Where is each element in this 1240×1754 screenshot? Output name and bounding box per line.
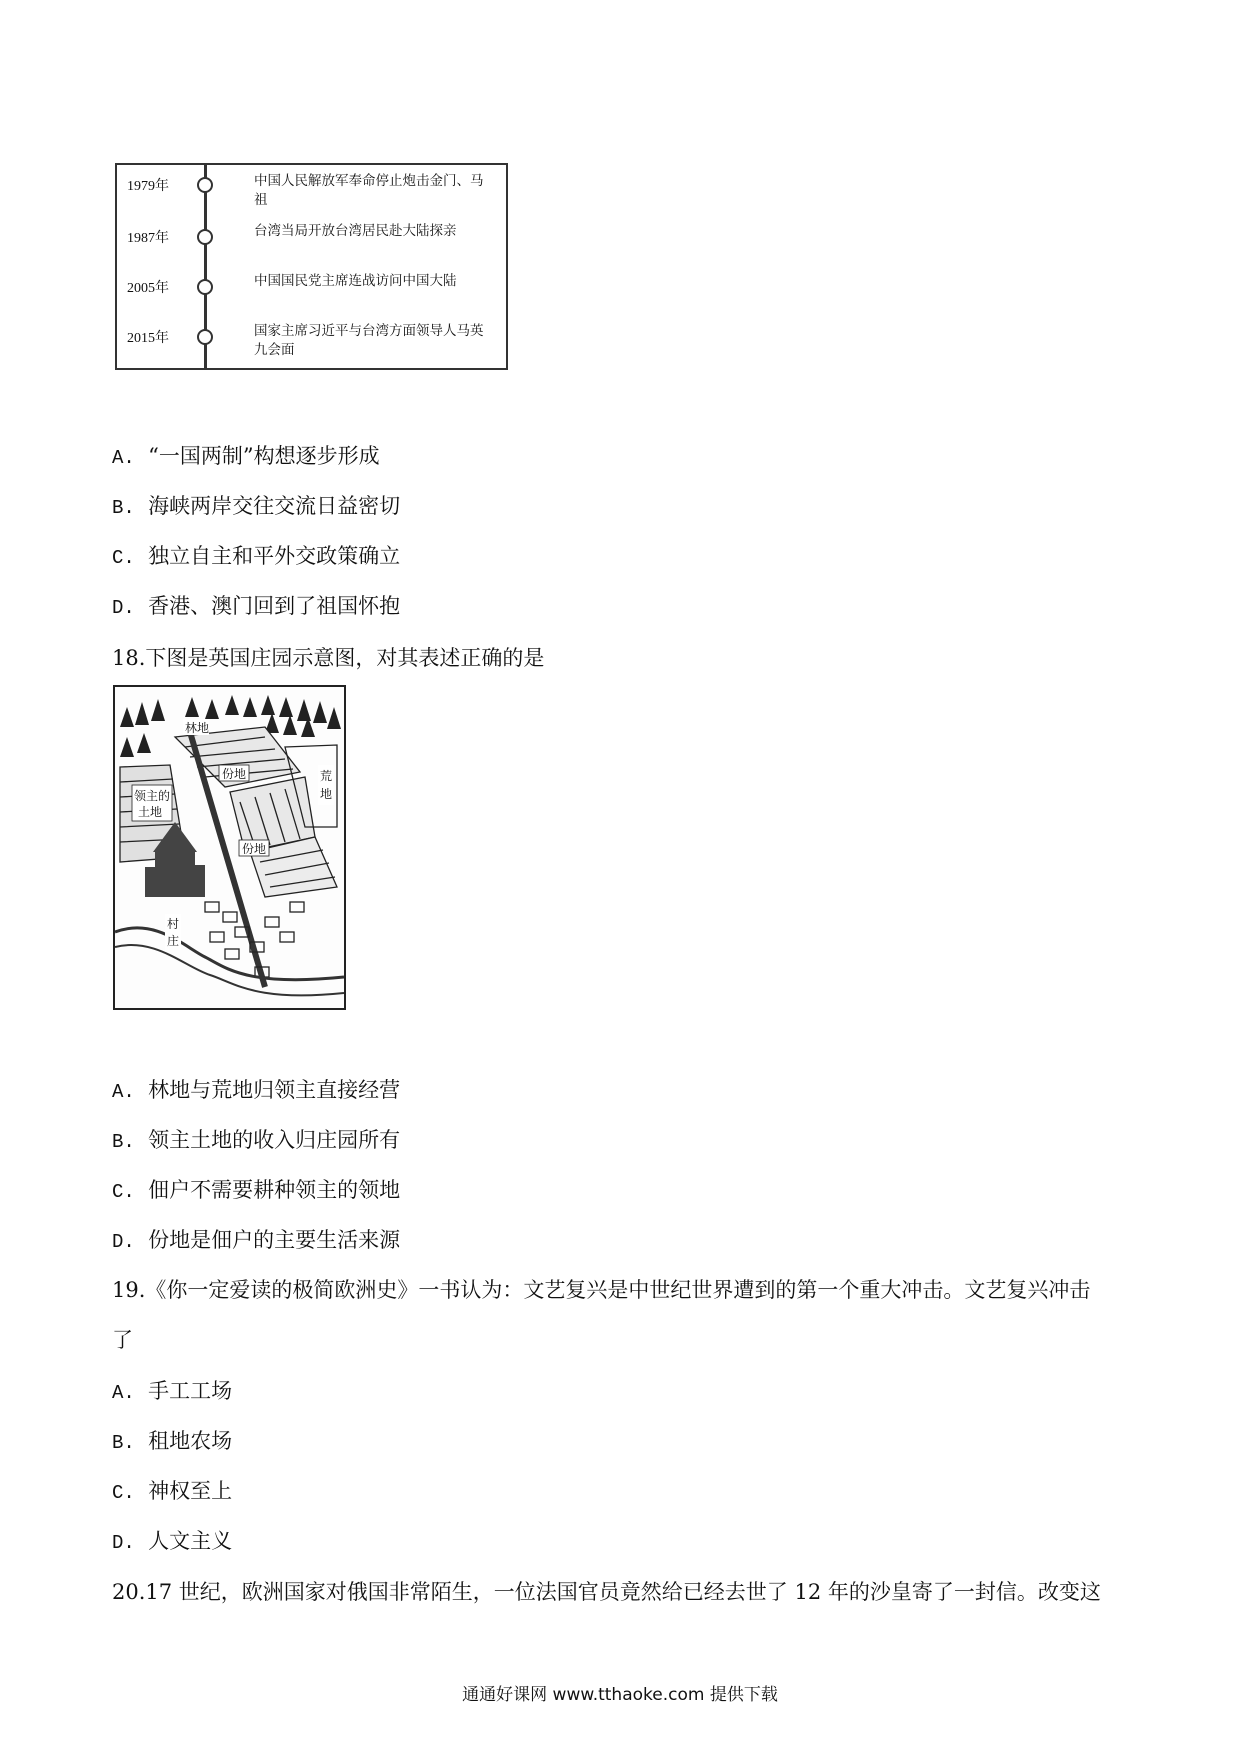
label-woodland: 林地 [185, 721, 210, 735]
timeline-node [197, 329, 213, 345]
label-wasteland-1: 荒 [320, 769, 333, 783]
option-letter: B. [112, 497, 135, 519]
label-strip-1: 份地 [222, 767, 247, 781]
q18-option-a [112, 1075, 400, 1107]
option-letter: B. [112, 1131, 135, 1153]
manor-map [113, 685, 346, 1010]
manor-map-drawing [115, 687, 344, 1008]
q19-stem-line1: 19.《你一定爱读的极简欧洲史》一书认为：文艺复兴是中世纪世界遭到的第一个重大冲击。文艺复兴冲击 [112, 1278, 1091, 1302]
q19-option-c [112, 1476, 232, 1508]
timeline-year: 2005年 [127, 281, 169, 296]
q18-stem: 18.下图是英国庄园示意图，对其表述正确的是 [112, 646, 545, 670]
timeline-figure [115, 163, 508, 370]
option-letter: A. [112, 1382, 135, 1404]
timeline-node [197, 177, 213, 193]
option-text: 手工工场 [148, 1379, 233, 1403]
option-text: 份地是佃户的主要生活来源 [148, 1228, 401, 1252]
option-letter: A. [112, 447, 135, 469]
option-text: 佃户不需要耕种领主的领地 [148, 1178, 401, 1202]
q17-option-c [112, 541, 400, 573]
option-text: 领主土地的收入归庄园所有 [148, 1128, 401, 1152]
option-text: 神权至上 [148, 1479, 233, 1503]
option-letter: D. [112, 597, 135, 619]
option-letter: C. [112, 547, 135, 569]
q18-option-c [112, 1175, 400, 1207]
timeline-event: 中国人民解放军奉命停止炮击金门、马祖 [254, 173, 484, 208]
timeline-year: 2015年 [127, 331, 169, 346]
timeline-event: 中国国民党主席连战访问中国大陆 [254, 273, 457, 289]
timeline-node [197, 229, 213, 245]
option-letter: D. [112, 1231, 135, 1253]
label-lord-land-1: 领主的 [134, 789, 171, 803]
option-text: 独立自主和平外交政策确立 [148, 544, 401, 568]
option-letter: A. [112, 1081, 135, 1103]
timeline-event: 国家主席习近平与台湾方面领导人马英九会面 [254, 323, 484, 358]
q18-option-d [112, 1225, 400, 1257]
option-text: 海峡两岸交往交流日益密切 [148, 494, 401, 518]
option-letter: B. [112, 1432, 135, 1454]
timeline-year: 1987年 [127, 231, 169, 246]
q20-stem-line1: 20.17 世纪，欧洲国家对俄国非常陌生，一位法国官员竟然给已经去世了 12 年的沙皇寄了一封信。改变这 [112, 1580, 1101, 1604]
q17-option-d [112, 591, 400, 623]
label-strip-2: 份地 [242, 842, 267, 856]
option-text: 林地与荒地归领主直接经营 [148, 1078, 401, 1102]
timeline-year: 1979年 [127, 179, 169, 194]
q19-option-b [112, 1426, 232, 1458]
option-text: 人文主义 [148, 1529, 233, 1553]
timeline-event: 台湾当局开放台湾居民赴大陆探亲 [254, 223, 457, 239]
option-letter: C. [112, 1181, 135, 1203]
option-text: 香港、澳门回到了祖国怀抱 [148, 594, 401, 618]
option-letter: D. [112, 1532, 135, 1554]
q17-option-a [112, 441, 380, 473]
q19-stem-line2: 了 [112, 1328, 133, 1352]
q18-option-b [112, 1125, 400, 1157]
timeline-node [197, 279, 213, 295]
footer-watermark: 通通好课网 www.tthaoke.com 提供下载 [462, 1685, 778, 1705]
option-text: “一国两制”构想逐步形成 [148, 444, 380, 468]
label-village-1: 村 [167, 917, 180, 931]
option-text: 租地农场 [148, 1429, 233, 1453]
option-letter: C. [112, 1482, 135, 1504]
q19-option-d [112, 1526, 232, 1558]
label-village-2: 庄 [167, 934, 180, 948]
q19-option-a [112, 1376, 232, 1408]
label-wasteland-2: 地 [320, 787, 333, 801]
q17-option-b [112, 491, 400, 523]
label-lord-land-2: 土地 [138, 805, 163, 819]
